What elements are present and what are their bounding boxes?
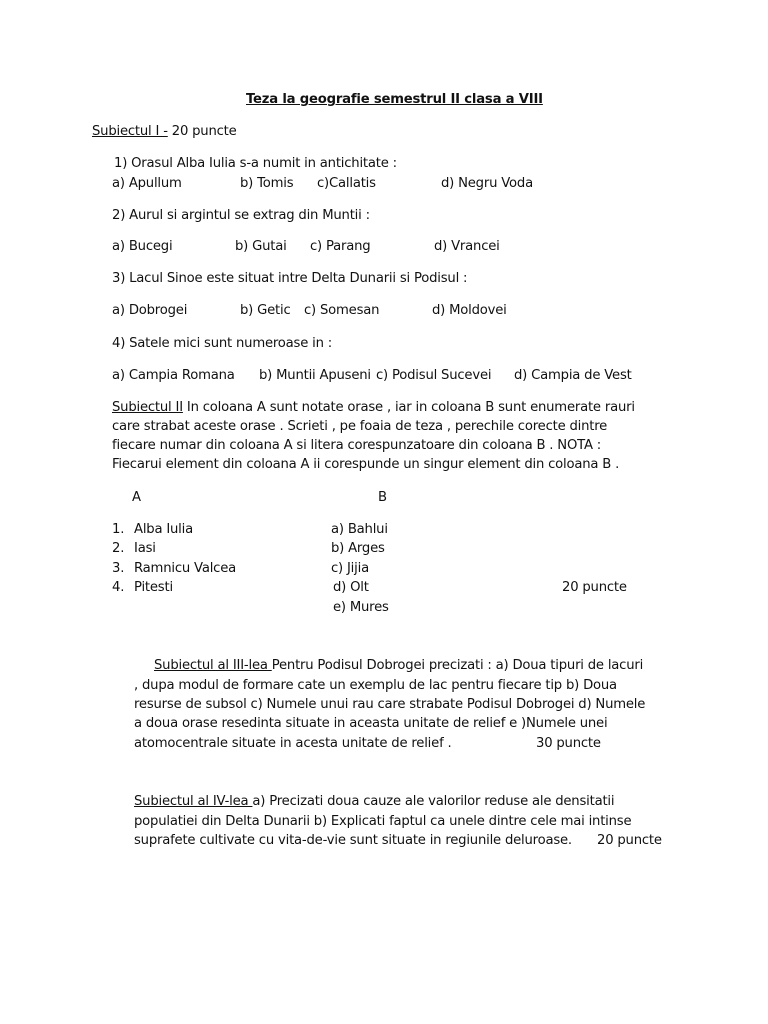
col-a-item-2: Iasi [134,541,156,556]
q3-option-d: d) Moldovei [432,303,507,318]
subject-1-heading-line [92,124,237,139]
subject-4-line-3: suprafete cultivate cu vita-de-vie sunt situate in regiunile deluroase. [134,833,572,848]
col-a-item-4: Pitesti [134,580,173,595]
question-1-text: 1) Orasul Alba Iulia s-a numit in antichitate : [114,156,397,171]
q2-option-c: c) Parang [310,239,371,254]
column-a-header: A [132,490,141,505]
col-b-item-e: e) Mures [333,600,389,615]
q4-option-a: a) Campia Romana [112,368,235,383]
question-2-text: 2) Aurul si argintul se extrag din Muntii : [112,208,370,223]
subject-3-line-2: , dupa modul de formare cate un exemplu de lac pentru fiecare tip b) Doua [134,678,617,693]
q4-option-d: d) Campia de Vest [514,368,632,383]
subject-3-line-3: resurse de subsol c) Numele unui rau care strabate Podisul Dobrogei d) Numele [134,697,646,712]
q3-option-b: b) Getic [240,303,291,318]
q2-option-a: a) Bucegi [112,239,173,254]
page-title: Teza la geografie semestrul II clasa a VIII [246,92,543,107]
column-b-header: B [378,490,387,505]
q2-option-b: b) Gutai [235,239,287,254]
col-a-item-1: Alba Iulia [134,522,193,537]
col-b-item-d: d) Olt [333,580,369,595]
q4-option-b: b) Muntii Apuseni [259,368,371,383]
subject-1-points: 20 puncte [167,124,237,139]
subject-1-heading: Subiectul I - [92,124,168,139]
subject-2-text-1: In coloana A sunt notate orase , iar in coloana B sunt enumerate rauri [182,400,635,415]
subject-3-heading: Subiectul al III-lea [154,658,272,673]
subject-2-line-3: fiecare numar din coloana A si litera corespunzatoare din coloana B . NOTA : [112,438,602,453]
q1-option-a: a) Apullum [112,176,182,191]
col-a-number-3: 3. [112,561,125,576]
subject-4-line-2: populatiei din Delta Dunarii b) Explicati faptul ca unele dintre cele mai intinse [134,814,632,829]
subject-4-heading: Subiectul al IV-lea [134,794,253,809]
question-4-text: 4) Satele mici sunt numeroase in : [112,336,332,351]
subject-2-line-1 [112,400,635,415]
subject-2-line-2: care strabat aceste orase . Scrieti , pe foaia de teza , perechile corecte dintre [112,419,608,434]
col-b-item-b: b) Arges [331,541,385,556]
col-a-number-2: 2. [112,541,125,556]
subject-2-heading: Subiectul II [112,400,183,415]
subject-4-points: 20 puncte [597,833,662,848]
subject-3-line-4: a doua orase resedinta situate in aceasta unitate de relief e )Numele unei [134,716,608,731]
q4-option-c: c) Podisul Sucevei [376,368,492,383]
q1-option-b: b) Tomis [240,176,294,191]
col-b-item-c: c) Jijia [331,561,369,576]
subject-4-line-1 [134,794,614,809]
subject-2-points: 20 puncte [562,580,627,595]
question-3-text: 3) Lacul Sinoe este situat intre Delta Dunarii si Podisul : [112,271,468,286]
col-a-number-4: 4. [112,580,125,595]
q1-option-d: d) Negru Voda [441,176,533,191]
subject-3-text-1: Pentru Podisul Dobrogei precizati : a) Doua tipuri de lacuri [271,658,644,673]
q1-option-c: c)Callatis [317,176,376,191]
q2-option-d: d) Vrancei [434,239,500,254]
col-b-item-a: a) Bahlui [331,522,388,537]
col-a-item-3: Ramnicu Valcea [134,561,237,576]
subject-3-points: 30 puncte [536,736,601,751]
subject-3-line-1 [154,658,643,673]
subject-4-text-1: a) Precizati doua cauze ale valorilor reduse ale densitatii [252,794,615,809]
q3-option-c: c) Somesan [304,303,380,318]
q3-option-a: a) Dobrogei [112,303,188,318]
subject-2-line-4: Fiecarui element din coloana A ii corespunde un singur element din coloana B . [112,457,620,472]
subject-3-line-5: atomocentrale situate in acesta unitate de relief . [134,736,452,751]
col-a-number-1: 1. [112,522,125,537]
